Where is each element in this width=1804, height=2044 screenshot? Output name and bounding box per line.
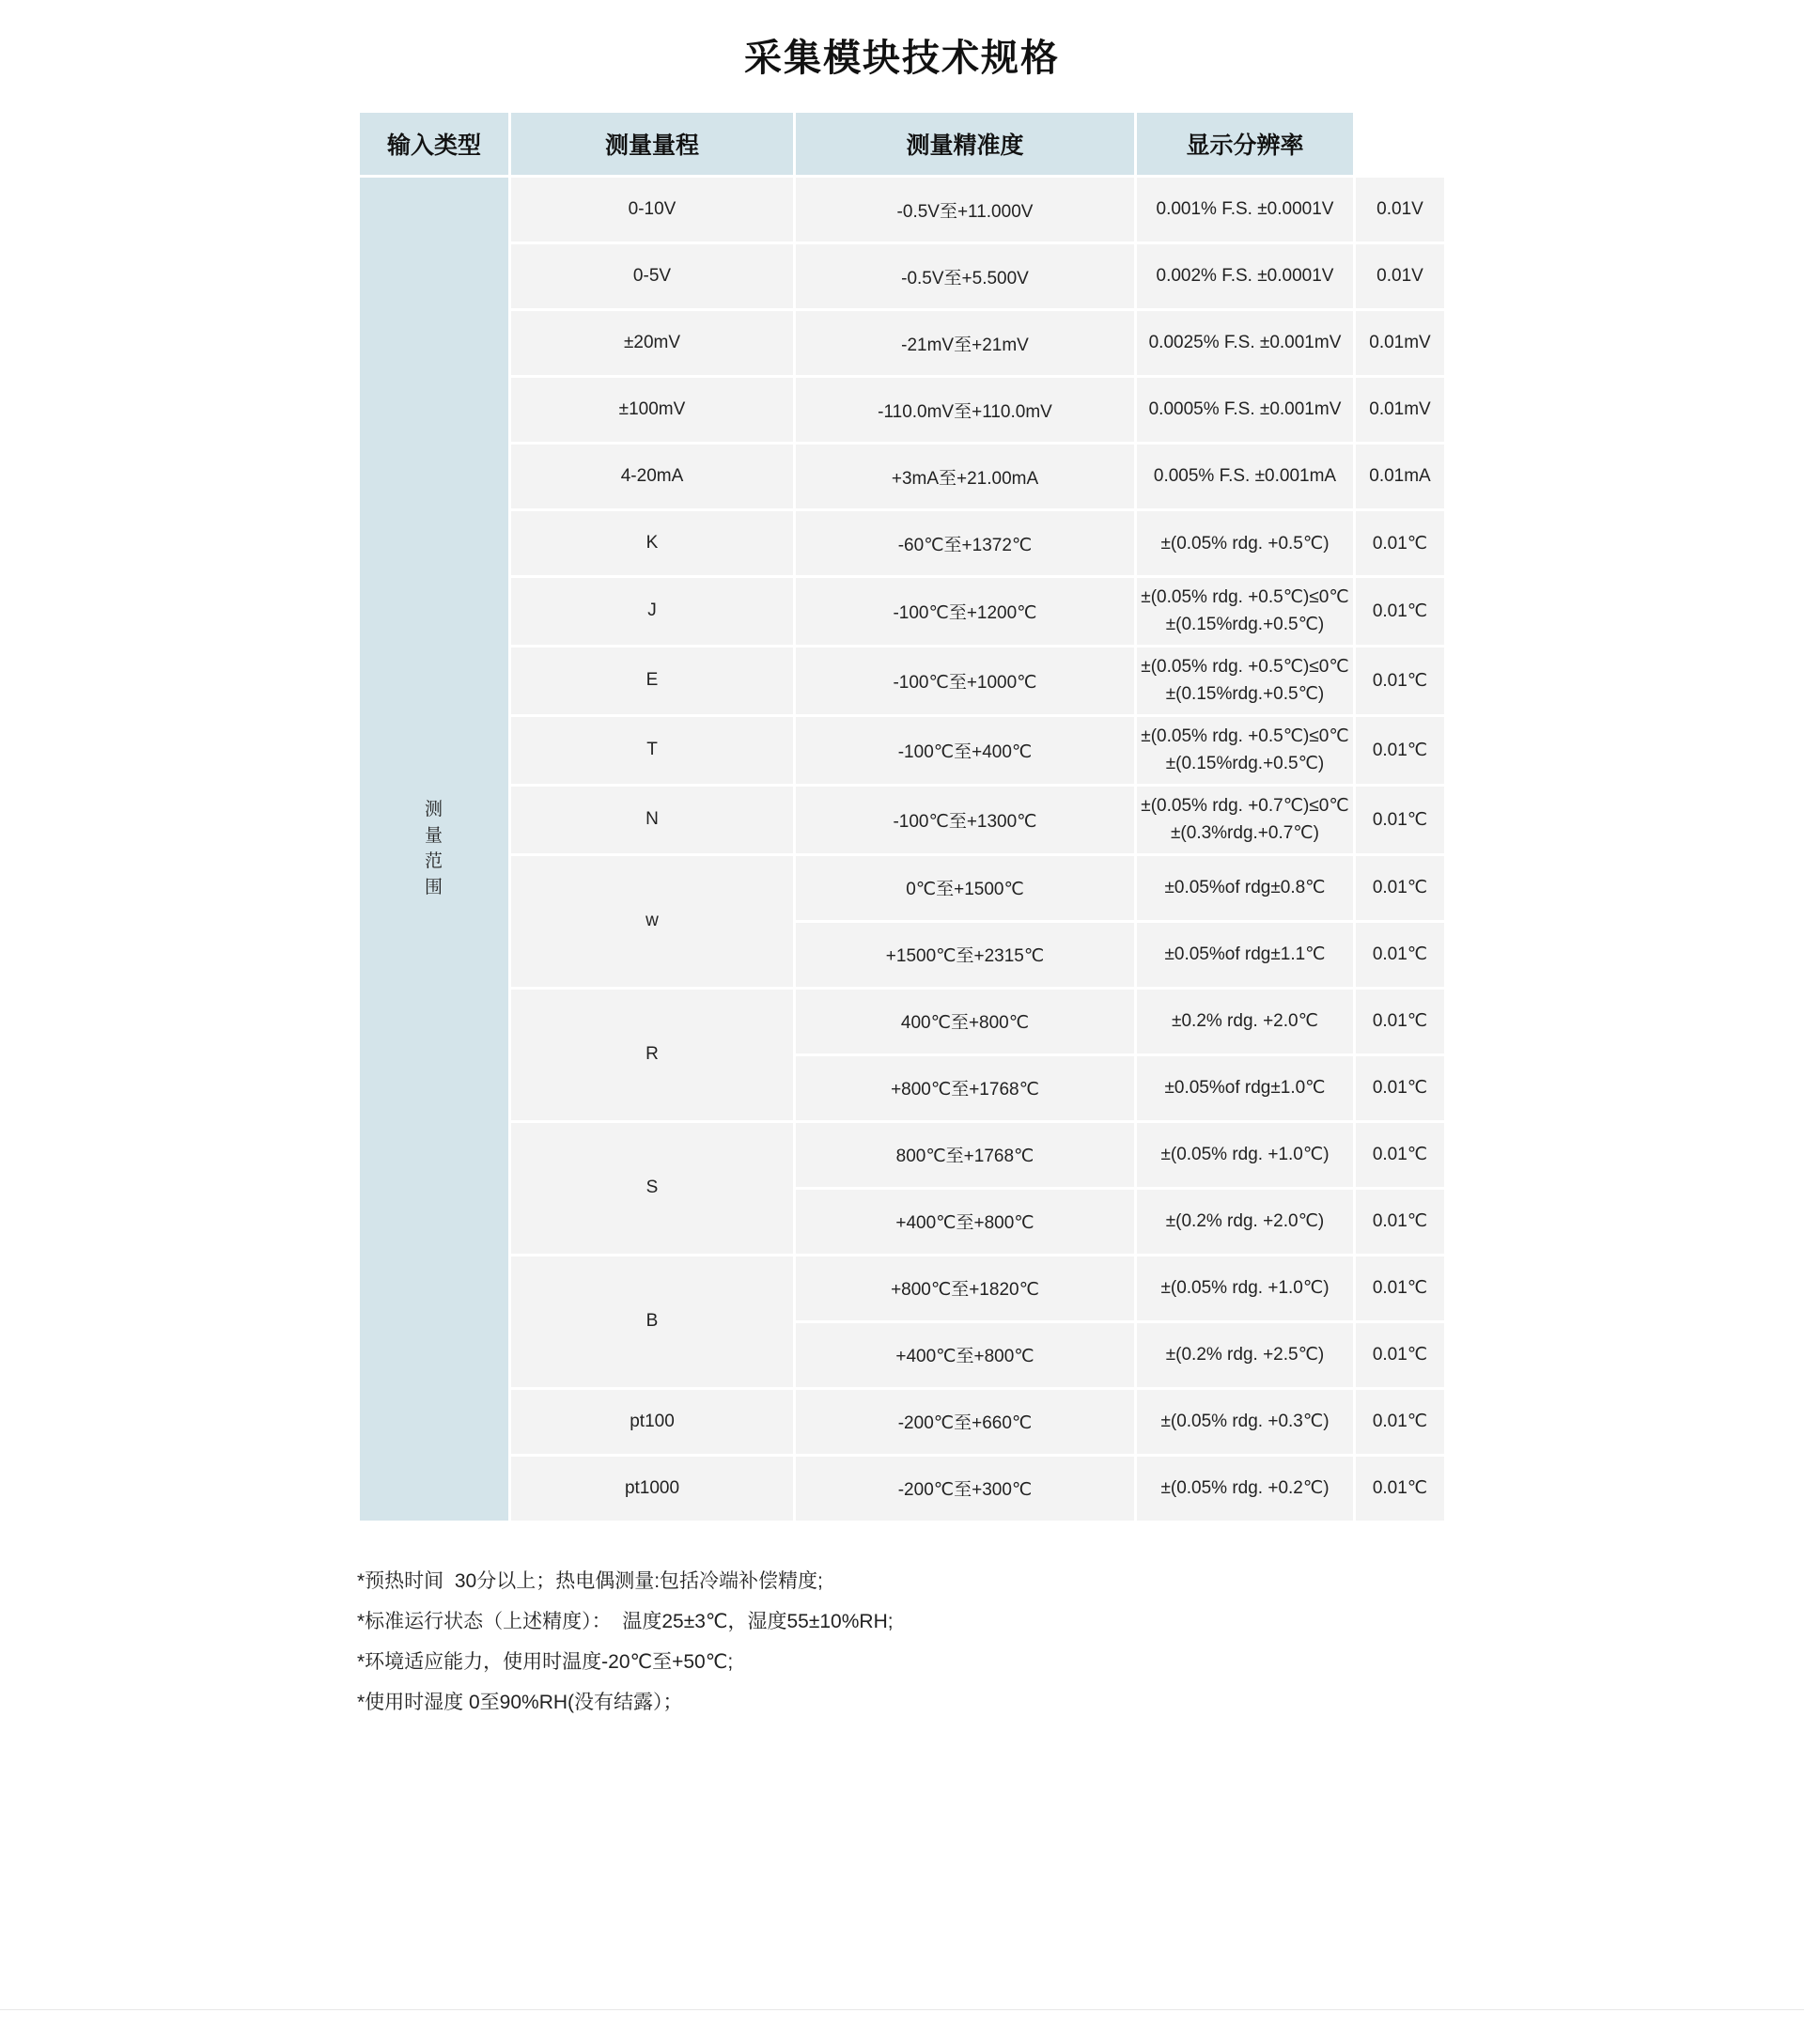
cell-input-type: pt100 xyxy=(511,1390,793,1454)
table-row xyxy=(360,990,1444,1053)
cell-input-type: S xyxy=(511,1123,793,1254)
table-row xyxy=(360,378,1444,442)
header-range: 测量量程 xyxy=(511,113,793,175)
cell-resolution: 0.01℃ xyxy=(1356,1190,1444,1254)
cell-resolution: 0.01℃ xyxy=(1356,787,1444,853)
table-row xyxy=(360,578,1444,645)
table-head xyxy=(360,113,1444,175)
cell-resolution: 0.01℃ xyxy=(1356,990,1444,1053)
cell-range: 0℃至+1500℃ xyxy=(796,856,1134,920)
cell-input-type: 0-5V xyxy=(511,244,793,308)
note-line: *使用时湿度 0至90%RH(没有结露）； xyxy=(357,1691,683,1713)
cell-range: -110.0mV至+110.0mV xyxy=(796,378,1134,442)
cell-accuracy: ±0.05%of rdg±0.8℃ xyxy=(1137,856,1353,920)
cell-resolution: 0.01℃ xyxy=(1356,1390,1444,1454)
cell-accuracy: 0.0005% F.S. ±0.001mV xyxy=(1137,378,1353,442)
cell-range: -100℃至+1300℃ xyxy=(796,787,1134,853)
table-row xyxy=(360,511,1444,575)
cell-resolution: 0.01℃ xyxy=(1356,511,1444,575)
note-line: *标准运行状态（上述精度）： 温度25±3℃，湿度55±10%RH; xyxy=(357,1610,894,1632)
cell-range: 400℃至+800℃ xyxy=(796,990,1134,1053)
table-row xyxy=(360,787,1444,853)
cell-accuracy: ±(0.05% rdg. +0.7℃)≤0℃ ±(0.3%rdg.+0.7℃) xyxy=(1137,787,1353,853)
table-row xyxy=(360,1457,1444,1521)
cell-range: -0.5V至+11.000V xyxy=(796,178,1134,242)
table-row xyxy=(360,648,1444,714)
cell-input-type: ±20mV xyxy=(511,311,793,375)
cell-resolution: 0.01℃ xyxy=(1356,1457,1444,1521)
table-row xyxy=(360,178,1444,242)
cell-range: +1500℃至+2315℃ xyxy=(796,923,1134,987)
cell-resolution: 0.01℃ xyxy=(1356,1056,1444,1120)
page-title: 采集模块技术规格 xyxy=(744,38,1060,79)
cell-accuracy: ±(0.05% rdg. +0.3℃) xyxy=(1137,1390,1353,1454)
cell-range: +400℃至+800℃ xyxy=(796,1323,1134,1387)
header-row xyxy=(360,113,1444,175)
cell-range: -21mV至+21mV xyxy=(796,311,1134,375)
cell-resolution: 0.01℃ xyxy=(1356,717,1444,784)
cell-accuracy: ±(0.2% rdg. +2.0℃) xyxy=(1137,1190,1353,1254)
header-resolution: 显示分辨率 xyxy=(1137,113,1353,175)
cell-resolution: 0.01℃ xyxy=(1356,648,1444,714)
table-row xyxy=(360,445,1444,508)
cell-accuracy: ±0.2% rdg. +2.0℃ xyxy=(1137,990,1353,1053)
cell-input-type: pt1000 xyxy=(511,1457,793,1521)
cell-range: +400℃至+800℃ xyxy=(796,1190,1134,1254)
cell-input-type: R xyxy=(511,990,793,1120)
table-row xyxy=(360,1123,1444,1187)
cell-input-type: T xyxy=(511,717,793,784)
cell-accuracy: 0.005% F.S. ±0.001mA xyxy=(1137,445,1353,508)
cell-accuracy: ±(0.05% rdg. +0.5℃)≤0℃ ±(0.15%rdg.+0.5℃) xyxy=(1137,717,1353,784)
table-row xyxy=(360,717,1444,784)
cell-resolution: 0.01V xyxy=(1356,178,1444,242)
cell-accuracy: ±0.05%of rdg±1.1℃ xyxy=(1137,923,1353,987)
cell-accuracy: ±(0.2% rdg. +2.5℃) xyxy=(1137,1323,1353,1387)
cell-range: 800℃至+1768℃ xyxy=(796,1123,1134,1187)
cell-accuracy: 0.0025% F.S. ±0.001mV xyxy=(1137,311,1353,375)
cell-range: -100℃至+1200℃ xyxy=(796,578,1134,645)
cell-accuracy: ±0.05%of rdg±1.0℃ xyxy=(1137,1056,1353,1120)
cell-resolution: 0.01℃ xyxy=(1356,1123,1444,1187)
cell-input-type: ±100mV xyxy=(511,378,793,442)
header-input-type: 输入类型 xyxy=(360,113,508,175)
cell-accuracy: ±(0.05% rdg. +1.0℃) xyxy=(1137,1123,1353,1187)
cell-resolution: 0.01mV xyxy=(1356,311,1444,375)
cell-resolution: 0.01V xyxy=(1356,244,1444,308)
table-row xyxy=(360,244,1444,308)
table-row xyxy=(360,311,1444,375)
spec-table xyxy=(357,110,1447,1523)
cell-input-type: B xyxy=(511,1256,793,1387)
cell-accuracy: 0.001% F.S. ±0.0001V xyxy=(1137,178,1353,242)
cell-range: +800℃至+1820℃ xyxy=(796,1256,1134,1320)
cell-resolution: 0.01℃ xyxy=(1356,578,1444,645)
cell-range: -200℃至+300℃ xyxy=(796,1457,1134,1521)
cell-input-type: N xyxy=(511,787,793,853)
note-line: *预热时间 30分以上；热电偶测量:包括冷端补偿精度; xyxy=(357,1569,823,1592)
cell-input-type: 0-10V xyxy=(511,178,793,242)
cell-input-type: K xyxy=(511,511,793,575)
cell-resolution: 0.01℃ xyxy=(1356,1256,1444,1320)
notes-block xyxy=(357,1561,1447,1723)
cell-resolution: 0.01mA xyxy=(1356,445,1444,508)
cell-resolution: 0.01℃ xyxy=(1356,1323,1444,1387)
cell-resolution: 0.01mV xyxy=(1356,378,1444,442)
cell-input-type: E xyxy=(511,648,793,714)
cell-range: -60℃至+1372℃ xyxy=(796,511,1134,575)
footer-divider xyxy=(0,2009,1804,2010)
cell-range: -100℃至+400℃ xyxy=(796,717,1134,784)
row-group-label-measurement-range xyxy=(360,178,508,1521)
cell-range: -100℃至+1000℃ xyxy=(796,648,1134,714)
cell-input-type: 4-20mA xyxy=(511,445,793,508)
row-group-label-text: 测量范围 xyxy=(424,800,443,897)
table-row xyxy=(360,1390,1444,1454)
cell-range: -200℃至+660℃ xyxy=(796,1390,1134,1454)
spec-table-wrap xyxy=(357,110,1447,1523)
cell-accuracy: ±(0.05% rdg. +0.5℃)≤0℃ ±(0.15%rdg.+0.5℃) xyxy=(1137,648,1353,714)
cell-range: -0.5V至+5.500V xyxy=(796,244,1134,308)
cell-range: +800℃至+1768℃ xyxy=(796,1056,1134,1120)
cell-range: +3mA至+21.00mA xyxy=(796,445,1134,508)
table-row xyxy=(360,1256,1444,1320)
cell-accuracy: ±(0.05% rdg. +0.5℃) xyxy=(1137,511,1353,575)
table-body xyxy=(360,178,1444,1521)
cell-accuracy: ±(0.05% rdg. +0.5℃)≤0℃ ±(0.15%rdg.+0.5℃) xyxy=(1137,578,1353,645)
cell-resolution: 0.01℃ xyxy=(1356,923,1444,987)
cell-input-type: J xyxy=(511,578,793,645)
header-accuracy: 测量精准度 xyxy=(796,113,1134,175)
cell-input-type: w xyxy=(511,856,793,987)
cell-accuracy: 0.002% F.S. ±0.0001V xyxy=(1137,244,1353,308)
table-row xyxy=(360,856,1444,920)
cell-resolution: 0.01℃ xyxy=(1356,856,1444,920)
cell-accuracy: ±(0.05% rdg. +0.2℃) xyxy=(1137,1457,1353,1521)
cell-accuracy: ±(0.05% rdg. +1.0℃) xyxy=(1137,1256,1353,1320)
note-line: *环境适应能力，使用时温度-20℃至+50℃; xyxy=(357,1650,734,1673)
